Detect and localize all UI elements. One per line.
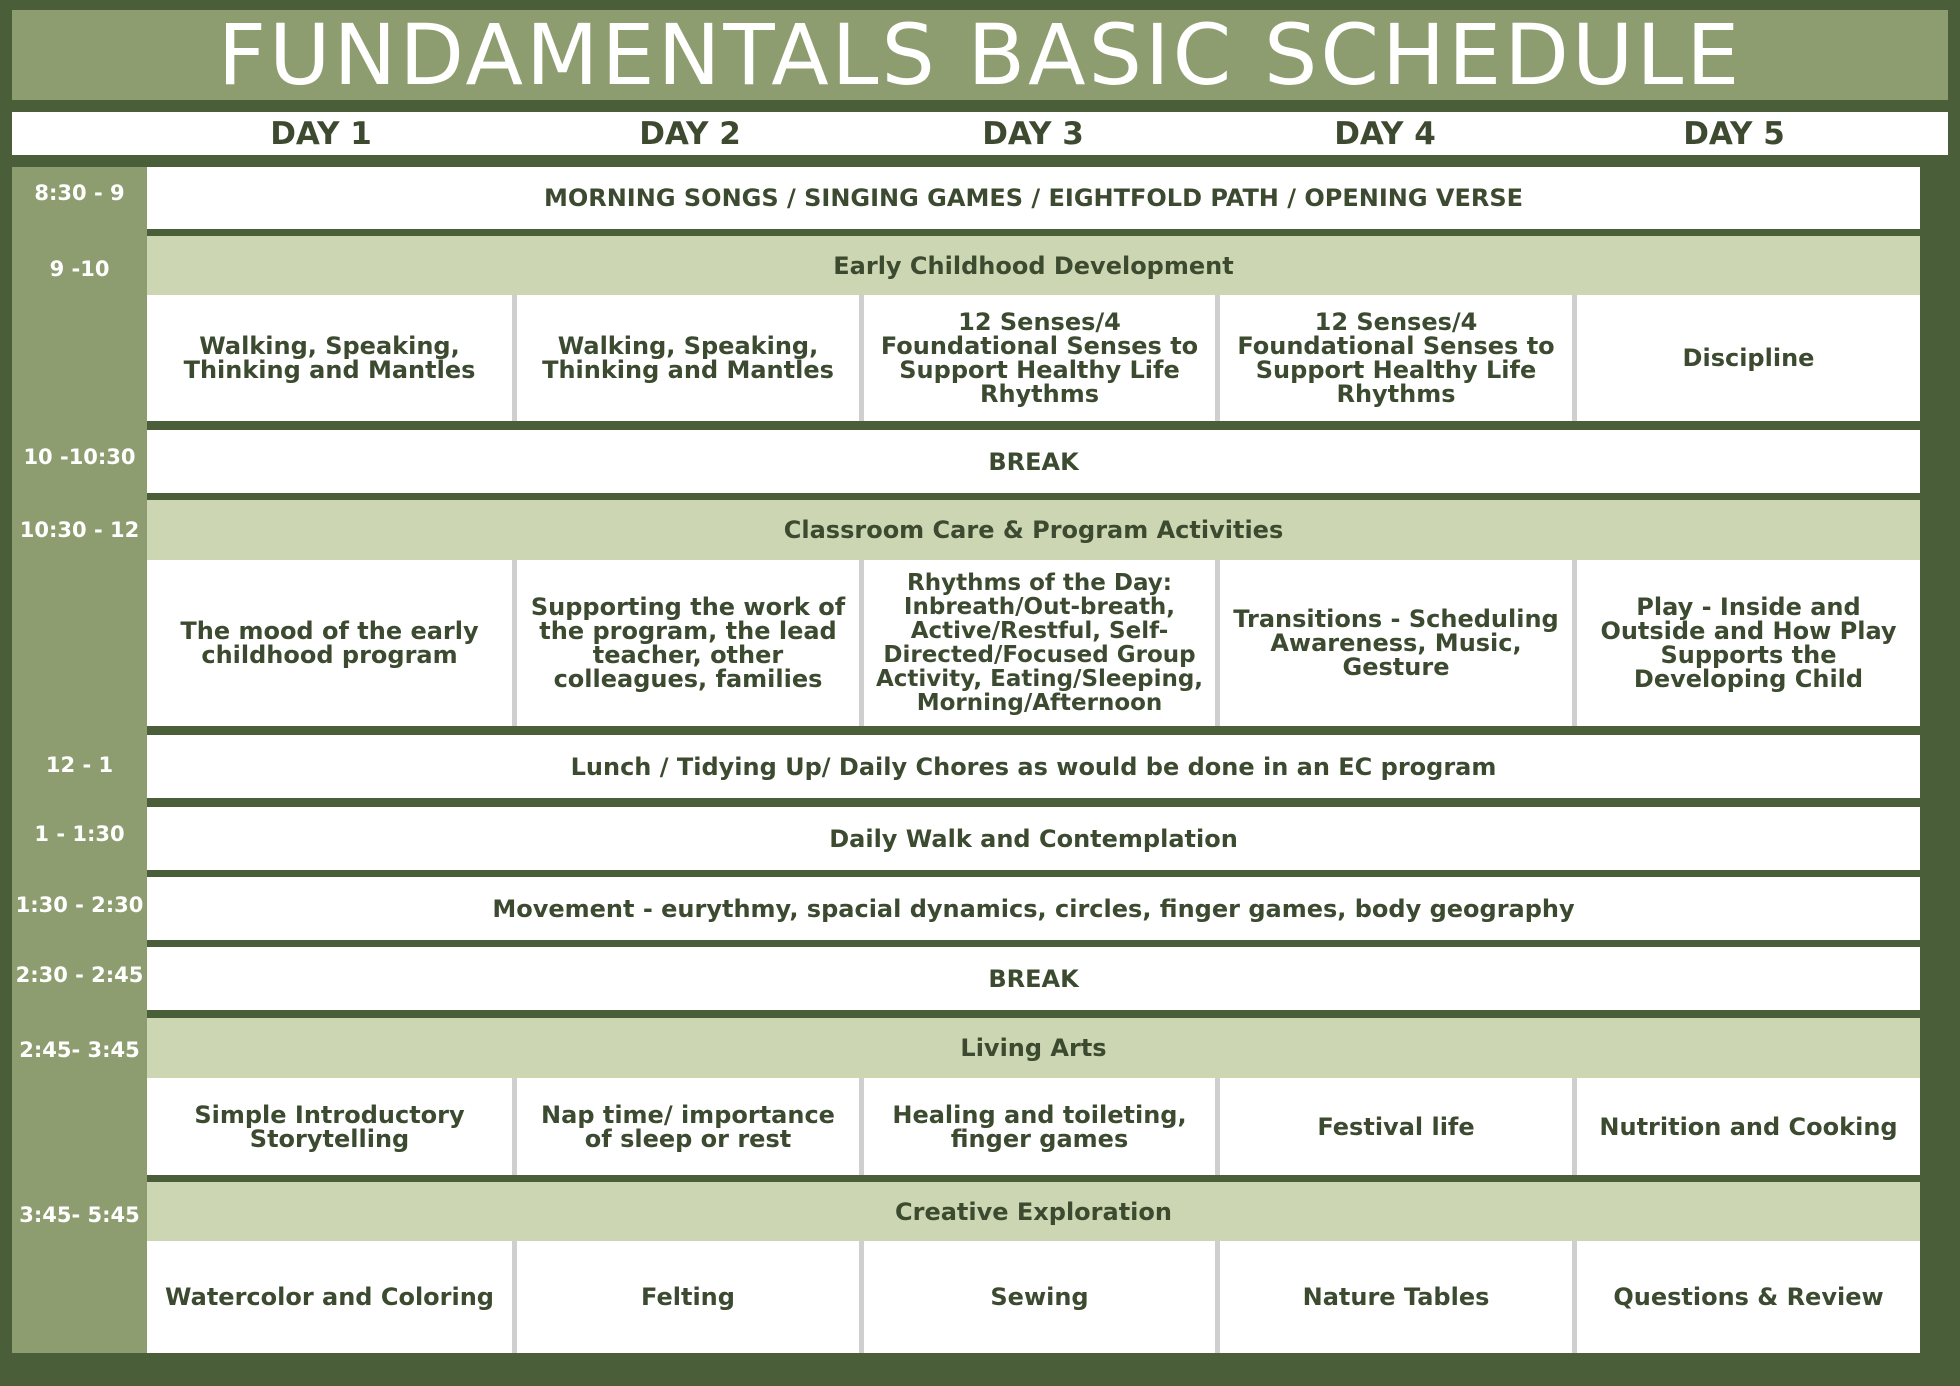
creative-day-3-cell: Sewing xyxy=(859,1241,1215,1353)
day-4-header: DAY 4 xyxy=(1334,115,1436,152)
living-arts-day-1-cell: Simple Introductory Storytelling xyxy=(147,1078,512,1175)
living-arts-day-5-cell: Nutrition and Cooking xyxy=(1572,1078,1920,1175)
morning-songs-band: MORNING SONGS / SINGING GAMES / EIGHTFOLD PATH / OPENING VERSE xyxy=(147,167,1920,229)
time-slot-label: 2:45- 3:45 xyxy=(19,1038,140,1062)
time-slot-label: 8:30 - 9 xyxy=(34,181,125,205)
day-3-header: DAY 3 xyxy=(982,115,1084,152)
lunch-band: Lunch / Tidying Up/ Daily Chores as would be done in an EC program xyxy=(147,735,1920,798)
break-band: BREAK xyxy=(147,430,1920,493)
early-childhood-day-3-cell: 12 Senses/4 Foundational Senses to Support Healthy Life Rhythms xyxy=(859,295,1215,421)
day-5-header: DAY 5 xyxy=(1683,115,1785,152)
day-2-header: DAY 2 xyxy=(639,115,741,152)
classroom-day-2-cell: Supporting the work of the program, the lead teacher, other colleagues, families xyxy=(512,560,859,726)
time-slot-label: 10:30 - 12 xyxy=(19,518,140,542)
classroom-day-3-cell: Rhythms of the Day: Inbreath/Out-breath, Active/Restful, Self-Directed/Focused Group Activity, Eating/Sleeping, Morning/Afternoon xyxy=(859,560,1215,726)
time-slot-label: 2:30 - 2:45 xyxy=(15,963,144,987)
time-slot-label: 10 -10:30 xyxy=(23,445,136,469)
creative-day-2-cell: Felting xyxy=(512,1241,859,1353)
creative-day-5-cell: Questions & Review xyxy=(1572,1241,1920,1353)
early-childhood-day-1-cell: Walking, Speaking, Thinking and Mantles xyxy=(147,295,512,421)
time-slot-label: 9 -10 xyxy=(49,257,110,281)
classroom-day-4-cell: Transitions - Scheduling Awareness, Music, Gesture xyxy=(1215,560,1572,726)
time-slot-label: 1 - 1:30 xyxy=(34,822,125,846)
title-banner xyxy=(12,6,1948,104)
living-arts-band: Living Arts xyxy=(147,1018,1920,1078)
classroom-day-1-cell: The mood of the early childhood program xyxy=(147,560,512,726)
daily-walk-band: Daily Walk and Contemplation xyxy=(147,807,1920,870)
page-title: FUNDAMENTALS BASIC SCHEDULE xyxy=(217,6,1743,104)
day-header-row xyxy=(12,112,1948,155)
creative-day-4-cell: Nature Tables xyxy=(1215,1241,1572,1353)
time-slot-label: 12 - 1 xyxy=(45,753,114,777)
time-slot-label: 3:45- 5:45 xyxy=(19,1203,140,1227)
living-arts-day-3-cell: Healing and toileting, finger games xyxy=(859,1078,1215,1175)
day-1-header: DAY 1 xyxy=(270,115,372,152)
living-arts-day-4-cell: Festival life xyxy=(1215,1078,1572,1175)
early-childhood-day-4-cell: 12 Senses/4 Foundational Senses to Support Healthy Life Rhythms xyxy=(1215,295,1572,421)
break-band-afternoon: BREAK xyxy=(147,947,1920,1010)
time-slot-label: 1:30 - 2:30 xyxy=(15,893,144,917)
creative-day-1-cell: Watercolor and Coloring xyxy=(147,1241,512,1353)
early-childhood-band: Early Childhood Development xyxy=(147,236,1920,295)
movement-band: Movement - eurythmy, spacial dynamics, circles, finger games, body geography xyxy=(147,877,1920,940)
early-childhood-day-2-cell: Walking, Speaking, Thinking and Mantles xyxy=(512,295,859,421)
living-arts-day-2-cell: Nap time/ importance of sleep or rest xyxy=(512,1078,859,1175)
early-childhood-day-5-cell: Discipline xyxy=(1572,295,1920,421)
classroom-day-5-cell: Play - Inside and Outside and How Play Supports the Developing Child xyxy=(1572,560,1920,726)
classroom-care-band: Classroom Care & Program Activities xyxy=(147,500,1920,560)
creative-exploration-band: Creative Exploration xyxy=(147,1182,1920,1241)
